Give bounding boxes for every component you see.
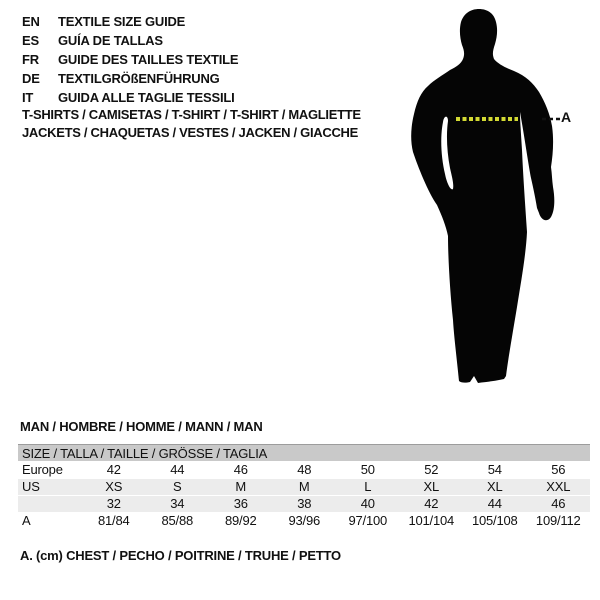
table-cell: 56: [551, 462, 566, 477]
table-cell: 34: [170, 496, 185, 511]
table-cell: 81/84: [97, 513, 130, 528]
garment-categories: [22, 106, 361, 142]
language-row-es: [22, 31, 238, 50]
language-code: DE: [22, 71, 40, 86]
language-row-it: [22, 88, 238, 107]
table-cell: 32: [106, 496, 121, 511]
table-cell: 50: [360, 462, 375, 477]
section-title-man: MAN / HOMBRE / HOMME / MANN / MAN: [20, 419, 263, 434]
table-cell: 93/96: [288, 513, 321, 528]
language-row-fr: [22, 50, 238, 69]
language-row-en: [22, 12, 238, 31]
row-label: US: [22, 479, 40, 494]
language-label: GUÍA DE TALLAS: [58, 33, 163, 48]
table-cell: 101/104: [408, 513, 455, 528]
measure-footnote: A. (cm) CHEST / PECHO / POITRINE / TRUHE / PETTO: [20, 548, 341, 563]
table-cell: 40: [360, 496, 375, 511]
row-label: Europe: [22, 462, 63, 477]
category-tshirts: T-SHIRTS / CAMISETAS / T-SHIRT / T-SHIRT / MAGLIETTE: [22, 107, 361, 122]
table-cell: 44: [170, 462, 185, 477]
language-code: EN: [22, 14, 40, 29]
table-cell: L: [364, 479, 372, 494]
table-cell: XL: [423, 479, 439, 494]
table-cell: 105/108: [471, 513, 518, 528]
table-row-us-numeric: [18, 496, 590, 512]
table-cell: 36: [233, 496, 248, 511]
table-cell: 46: [233, 462, 248, 477]
table-cell: 44: [487, 496, 502, 511]
row-label: [18, 496, 82, 512]
category-jackets: JACKETS / CHAQUETAS / VESTES / JACKEN / GIACCHE: [22, 125, 358, 140]
language-label: GUIDA ALLE TAGLIE TESSILI: [58, 90, 235, 105]
table-cell: M: [298, 479, 310, 494]
language-label: TEXTILGRÖßENFÜHRUNG: [58, 71, 220, 86]
table-cell: XL: [486, 479, 503, 494]
table-cell: 97/100: [348, 513, 388, 528]
table-cell: 46: [551, 496, 566, 511]
row-label: A: [22, 513, 31, 528]
table-cell: 42: [106, 462, 121, 477]
table-cell: 85/88: [161, 513, 194, 528]
man-silhouette-icon: [400, 2, 590, 394]
table-cell: XXL: [546, 479, 571, 494]
size-table-header: SIZE / TALLA / TAILLE / GRÖSSE / TAGLIA: [18, 444, 590, 461]
table-cell: 109/112: [535, 513, 581, 528]
measure-label-a: A: [561, 109, 572, 125]
table-cell: 52: [424, 462, 439, 477]
size-table: [18, 444, 590, 529]
table-cell: M: [235, 479, 247, 494]
language-row-de: [22, 69, 238, 88]
table-cell: 38: [297, 496, 312, 511]
table-cell: XS: [105, 479, 123, 494]
language-label: GUIDE DES TAILLES TEXTILE: [58, 52, 239, 67]
table-row-europe: [18, 462, 590, 478]
language-code: ES: [22, 33, 39, 48]
language-list: [22, 12, 238, 107]
language-label: TEXTILE SIZE GUIDE: [58, 14, 186, 29]
table-cell: 48: [297, 462, 312, 477]
table-cell: 54: [487, 462, 502, 477]
table-cell: S: [173, 479, 182, 494]
man-silhouette-figure: [400, 2, 590, 394]
language-code: FR: [22, 52, 39, 67]
language-code: IT: [22, 90, 34, 105]
table-row-us: [18, 479, 590, 495]
table-row-chest-a: [18, 513, 590, 529]
table-cell: 89/92: [224, 513, 257, 528]
table-cell: 42: [424, 496, 439, 511]
